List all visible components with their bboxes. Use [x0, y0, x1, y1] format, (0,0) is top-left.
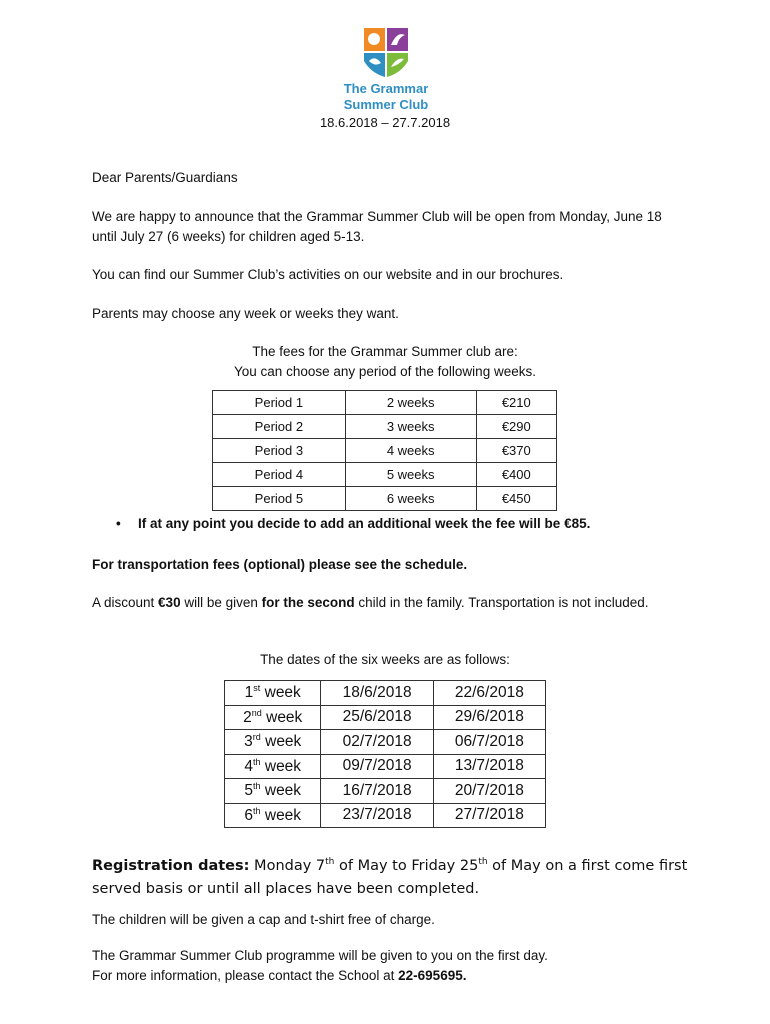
week-row: [225, 754, 546, 779]
fees-row: [213, 391, 557, 415]
fee-cell: €450: [476, 487, 556, 511]
week-row: [225, 681, 546, 706]
week-ordinal-suffix: th: [253, 805, 261, 816]
fees-row: [213, 463, 557, 487]
week-label-cell: [225, 730, 321, 755]
cap-tshirt-paragraph: The children will be given a cap and t-shirt free of charge.: [92, 912, 435, 927]
fees-row: [213, 487, 557, 511]
club-date-range: 18.6.2018 – 27.7.2018: [319, 115, 451, 130]
fees-row: [213, 415, 557, 439]
week-start-date: 18/6/2018: [321, 681, 433, 706]
week-ordinal-suffix: nd: [251, 707, 262, 718]
registration-label: Registration dates:: [92, 857, 250, 874]
week-number: 6: [244, 806, 254, 824]
additional-week-text: If at any point you decide to add an additional week the fee will be €85.: [138, 516, 591, 531]
duration-cell: 3 weeks: [345, 415, 476, 439]
week-label-cell: [225, 779, 321, 804]
week-end-date: 06/7/2018: [433, 730, 545, 755]
bullet-icon: •: [116, 516, 121, 531]
discount-text-mid: will be given: [180, 595, 262, 610]
week-word: week: [260, 806, 302, 824]
discount-amount: €30: [158, 595, 181, 610]
week-word: week: [260, 733, 302, 751]
week-row: [225, 705, 546, 730]
registration-paragraph: [92, 851, 712, 901]
discount-paragraph: [92, 593, 682, 613]
registration-sup-2: th: [478, 857, 488, 867]
period-cell: Period 3: [213, 439, 346, 463]
activities-paragraph: You can find our Summer Club’s activities on our website and in our brochures.: [92, 267, 564, 282]
week-end-date: 27/7/2018: [433, 803, 545, 828]
week-end-date: 22/6/2018: [433, 681, 545, 706]
fees-intro-line1: The fees for the Grammar Summer club are:: [252, 344, 518, 359]
week-number: 4: [244, 757, 254, 775]
week-ordinal-suffix: th: [253, 756, 261, 767]
contact-phone: 22-695695.: [398, 968, 467, 983]
duration-cell: 5 weeks: [345, 463, 476, 487]
week-row: [225, 730, 546, 755]
logo-title-line2: Summer Club: [343, 97, 429, 112]
week-ordinal-suffix: rd: [252, 732, 261, 743]
period-cell: Period 2: [213, 415, 346, 439]
discount-second-child: for the second: [261, 595, 355, 610]
contact-text: For more information, please contact the School at: [92, 968, 399, 983]
fees-table: [212, 390, 557, 511]
additional-week-note: [116, 516, 590, 531]
fees-intro-line2: You can choose any period of the following weeks.: [234, 364, 536, 379]
logo-title-line1: The Grammar: [343, 81, 429, 96]
week-start-date: 23/7/2018: [321, 803, 433, 828]
week-word: week: [260, 684, 301, 702]
week-end-date: 29/6/2018: [433, 705, 545, 730]
registration-sup-1: th: [325, 857, 335, 867]
registration-text-2: of May to Friday 25: [334, 857, 479, 874]
week-start-date: 25/6/2018: [321, 705, 433, 730]
choose-weeks-paragraph: Parents may choose any week or weeks they want.: [92, 306, 399, 321]
week-number: 5: [244, 782, 254, 800]
school-logo: [334, 27, 438, 111]
week-ordinal-suffix: th: [253, 781, 261, 792]
week-word: week: [260, 782, 302, 800]
week-word: week: [261, 708, 303, 726]
discount-text-pre: A discount: [92, 595, 159, 610]
fee-cell: €370: [476, 439, 556, 463]
week-label-cell: [225, 803, 321, 828]
period-cell: Period 1: [213, 391, 346, 415]
registration-text-3: of May on a first come first served basis or until all places have been completed.: [92, 857, 688, 897]
week-row: [225, 803, 546, 828]
duration-cell: 4 weeks: [345, 439, 476, 463]
week-ordinal-suffix: st: [253, 683, 261, 694]
transport-note: For transportation fees (optional) please see the schedule.: [92, 557, 468, 572]
fee-cell: €400: [476, 463, 556, 487]
weeks-intro: The dates of the six weeks are as follows:: [260, 652, 510, 667]
duration-cell: 2 weeks: [345, 391, 476, 415]
week-word: week: [260, 757, 302, 775]
registration-text-1: Monday 7: [249, 857, 326, 874]
week-label-cell: [225, 681, 321, 706]
week-number: 3: [244, 733, 253, 751]
discount-text-post: child in the family. Transportation is not included.: [354, 595, 649, 610]
week-start-date: 09/7/2018: [321, 754, 433, 779]
week-label-cell: [225, 754, 321, 779]
weeks-table: [224, 680, 546, 828]
announcement-paragraph: We are happy to announce that the Grammar Summer Club will be open from Monday, June 18 until July 27 (6 weeks) for children aged 5-13.: [92, 209, 662, 244]
week-number: 2: [243, 708, 252, 726]
week-end-date: 20/7/2018: [433, 779, 545, 804]
week-start-date: 02/7/2018: [321, 730, 433, 755]
crest-icon: [363, 27, 409, 79]
programme-paragraph: The Grammar Summer Club programme will be given to you on the first day.: [92, 948, 548, 963]
week-start-date: 16/7/2018: [321, 779, 433, 804]
week-end-date: 13/7/2018: [433, 754, 545, 779]
period-cell: Period 5: [213, 487, 346, 511]
duration-cell: 6 weeks: [345, 487, 476, 511]
period-cell: Period 4: [213, 463, 346, 487]
week-row: [225, 779, 546, 804]
week-number: 1: [244, 684, 254, 702]
fees-row: [213, 439, 557, 463]
week-label-cell: [225, 705, 321, 730]
contact-paragraph: [92, 966, 682, 986]
fee-cell: €290: [476, 415, 556, 439]
fee-cell: €210: [476, 391, 556, 415]
greeting: Dear Parents/Guardians: [92, 170, 238, 185]
